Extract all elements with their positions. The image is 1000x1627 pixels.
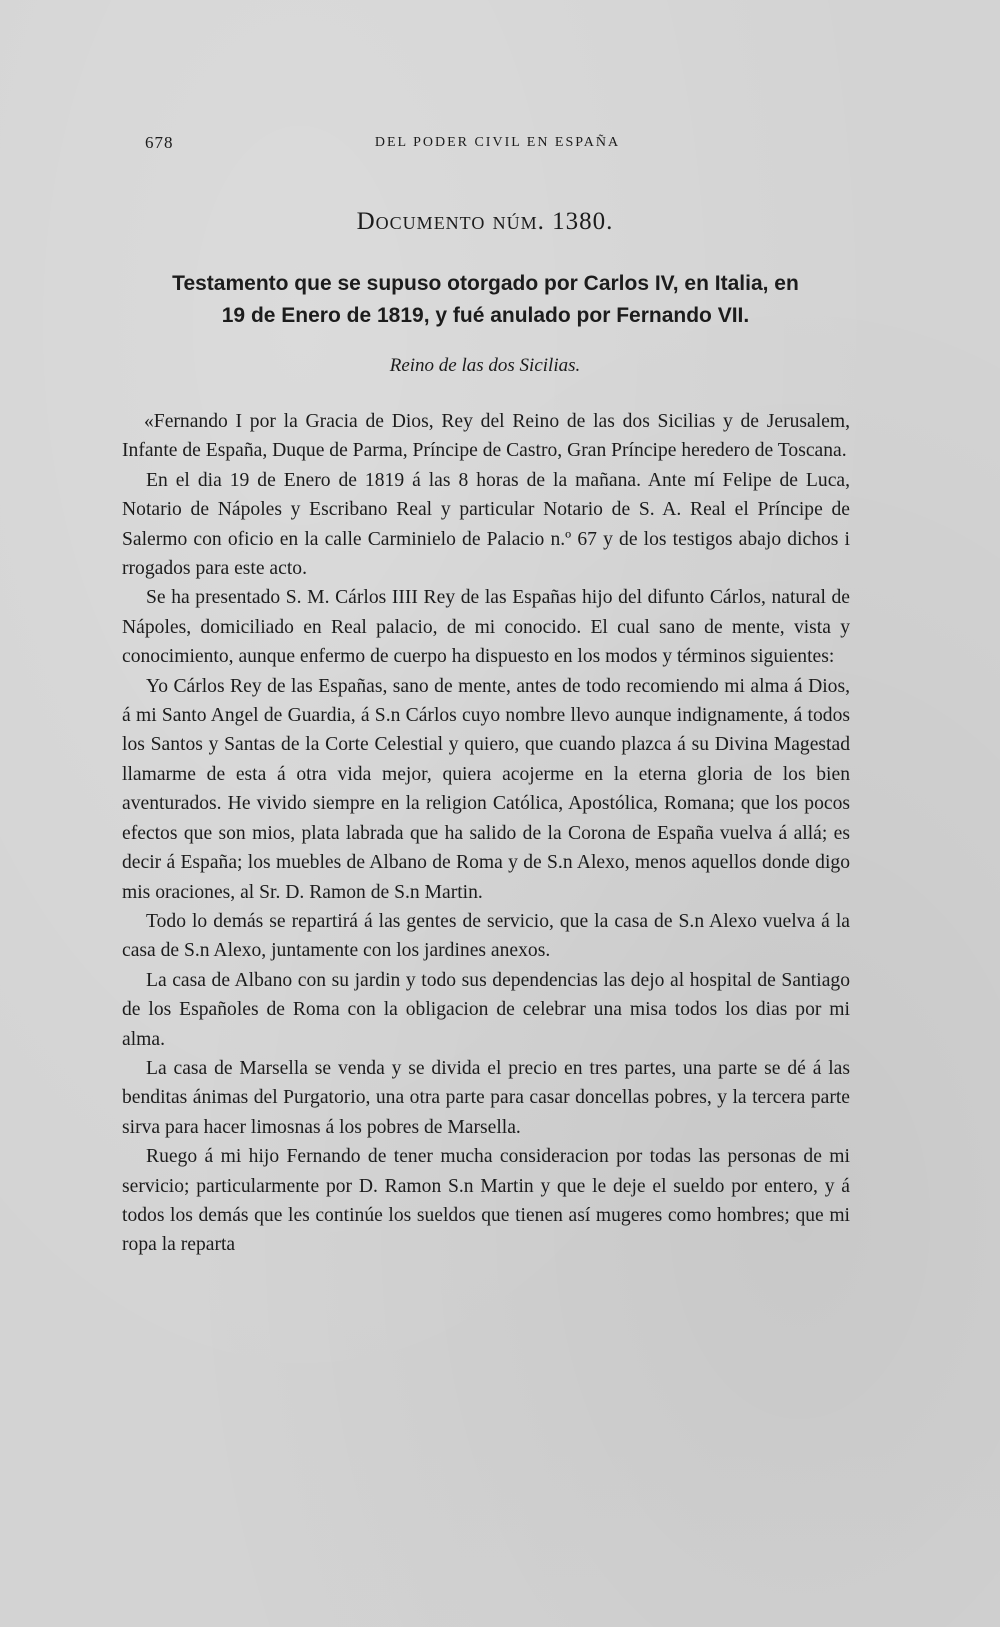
document-body bbox=[122, 407, 850, 1260]
paragraph: Todo lo demás se repartirá á las gentes de servicio, que la casa de S.n Alexo vuelva á la casa de S.n Alexo, juntamente con los jardines anexos. bbox=[122, 910, 850, 962]
paragraph: La casa de Albano con su jardin y todo sus dependencias las dejo al hospital de Santiago de los Españoles de Roma con la obligacion de celebrar una misa todos los dias por mi alma. bbox=[122, 969, 850, 1050]
running-head-title: DEL PODER CIVIL EN ESPAÑA bbox=[374, 135, 621, 150]
paragraph: La casa de Marsella se venda y se divida el precio en tres partes, una parte se dé á las benditas ánimas del Purgatorio, una otra parte para casar doncellas pobres, y la tercera parte sirva para hacer limosnas á los pobres de Marsella. bbox=[122, 1057, 850, 1138]
page-bottom-margin bbox=[0, 1447, 1000, 1627]
page-number: 678 bbox=[145, 133, 174, 152]
document-title-line-1: Testamento que se supuso otorgado por Carlos IV, en Italia, en bbox=[172, 272, 799, 295]
document-title-line-2: 19 de Enero de 1819, y fué anulado por Fernando VII. bbox=[221, 304, 750, 327]
document-title bbox=[118, 268, 853, 332]
document-number-heading: Documento núm. 1380. bbox=[356, 208, 614, 235]
paragraph: En el dia 19 de Enero de 1819 á las 8 horas de la mañana. Ante mí Felipe de Luca, Notario de Nápoles y Escribano Real y particular Notario de S. A. Real el Príncipe de Salermo con oficio en la calle Carminielo de Palacio n.º 67 y de los testigos abajo dichos i rrogados para este acto. bbox=[122, 469, 850, 580]
paragraph: Ruego á mi hijo Fernando de tener mucha consideracion por todas las personas de mi servicio; particularmente por D. Ramon S.n Martin y que le deje el sueldo por entero, y á todos los demás que les continúe los sueldos que tienen así mugeres como hombres; que mi ropa la reparta bbox=[122, 1146, 850, 1256]
paragraph: Se ha presentado S. M. Cárlos IIII Rey de las Españas hijo del difunto Cárlos, natural de Nápoles, domiciliado en Real palacio, de mi conocido. El cual sano de mente, vista y conocimiento, aunque enfermo de cuerpo ha dispuesto en los modos y términos siguientes: bbox=[122, 587, 850, 668]
paragraph: Yo Cárlos Rey de las Españas, sano de mente, antes de todo recomiendo mi alma á Dios, á mi Santo Angel de Guardia, á S.n Cárlos cuyo nombre llevo aunque indignamente, á todos los Santos y Santas de la Corte Celestial y quiero, que cuando plazca á su Divina Magestad llamarme de esta á otra vida mejor, quiera acojerme en la eterna gloria de los bien aventurados. He vivido siempre en la religion Católica, Apostólica, Romana; que los pocos efectos que son mios, plata labrada que ha salido de la Corona de España vuelva á allá; es decir á España; los muebles de Albano de Roma y de S.n Alexo, menos aquellos donde digo mis oraciones, al Sr. D. Ramon de S.n Martin. bbox=[122, 675, 850, 903]
document-place: Reino de las dos Sicilias. bbox=[389, 355, 581, 376]
running-head bbox=[145, 133, 850, 155]
paragraph: «Fernando I por la Gracia de Dios, Rey del Reino de las dos Sicilias y de Jerusalem, Infante de España, Duque de Parma, Príncipe de Castro, Gran Príncipe heredero de Toscana. bbox=[122, 411, 850, 462]
